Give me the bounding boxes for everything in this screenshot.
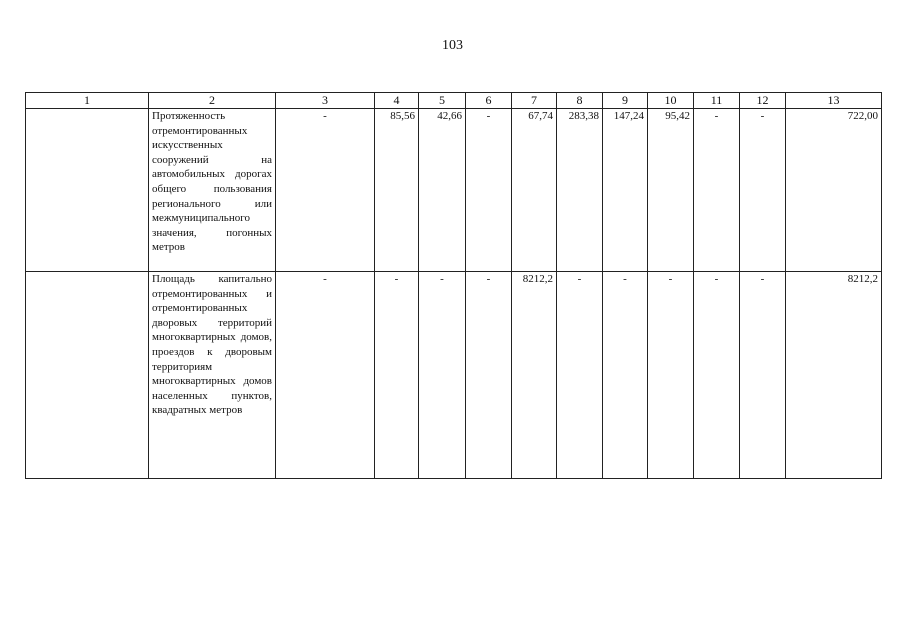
table-cell: - [557,272,603,479]
table-cell: 67,74 [512,109,557,272]
table-cell: 283,38 [557,109,603,272]
table-cell: 85,56 [375,109,419,272]
table-cell: 95,42 [648,109,694,272]
table-cell: - [603,272,648,479]
header-cell: 11 [694,93,740,109]
header-cell: 3 [276,93,375,109]
header-cell: 13 [786,93,882,109]
table-cell: - [466,109,512,272]
table-cell: - [375,272,419,479]
row-description: Площадь капитально отремонтированных и отремонтированных дворовых территорий многоквартирных домов, проездов к дворовым территориям многоквартирных домов населенных пунктов, квадратных метров [149,272,276,479]
data-table [25,92,882,479]
table-row [26,109,882,272]
table-cell: 8212,2 [512,272,557,479]
table-cell-total: 722,00 [786,109,882,272]
table-cell [26,109,149,272]
table-cell-total: 8212,2 [786,272,882,479]
page-number: 103 [442,38,463,53]
table-cell: - [740,272,786,479]
header-cell: 7 [512,93,557,109]
header-cell: 6 [466,93,512,109]
table-cell: - [740,109,786,272]
table-cell: - [466,272,512,479]
header-cell: 9 [603,93,648,109]
table-cell: - [694,109,740,272]
header-cell: 5 [419,93,466,109]
header-row [26,93,882,109]
table-cell: - [276,272,375,479]
header-cell: 2 [149,93,276,109]
header-cell: 10 [648,93,694,109]
header-cell: 4 [375,93,419,109]
table-cell: - [276,109,375,272]
header-cell: 1 [26,93,149,109]
table-cell: - [419,272,466,479]
table-cell: 147,24 [603,109,648,272]
header-cell: 8 [557,93,603,109]
table-row [26,272,882,479]
table-cell [26,272,149,479]
table-cell: - [648,272,694,479]
table-cell: 42,66 [419,109,466,272]
table-cell: - [694,272,740,479]
header-cell: 12 [740,93,786,109]
row-description: Протяженность отремонтированных искусственных сооружений на автомобильных дорогах общего пользования регионального или межмуниципального значения, погонных метров [149,109,276,272]
